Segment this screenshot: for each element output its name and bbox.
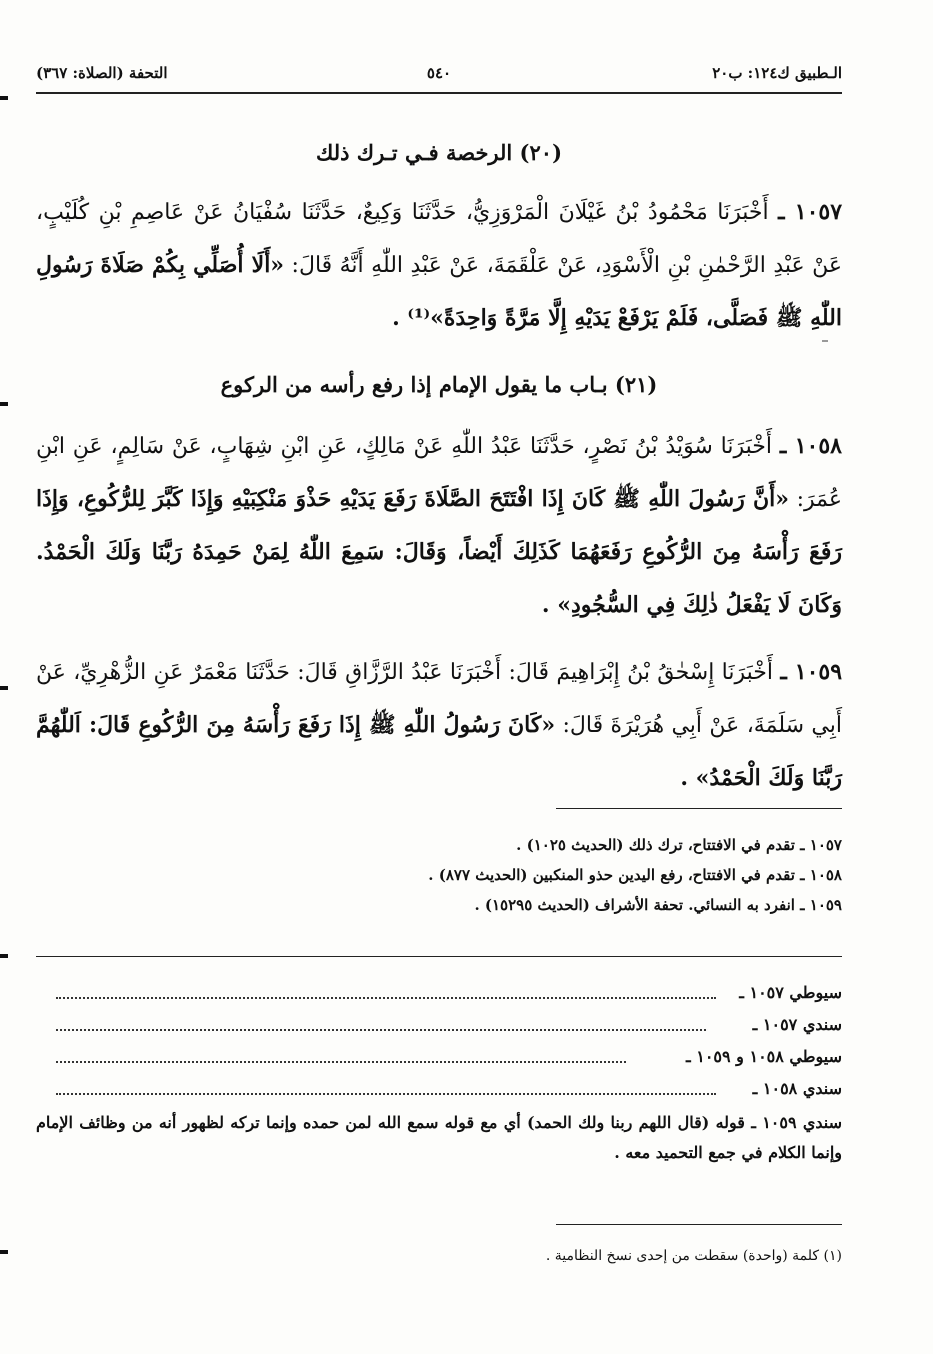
margin-mark xyxy=(0,1250,8,1254)
dot-leader xyxy=(56,1093,716,1095)
takhrij-note-1057: ١٠٥٧ ـ تقدم في الافتتاح، ترك ذلك (الحديث ١٠٢٥) . xyxy=(516,836,842,854)
header-tuhfa-ref: التحفة (الصلاة: ٣٦٧) xyxy=(36,64,168,82)
hadith-1057 xyxy=(36,186,842,345)
margin-mark xyxy=(0,954,8,958)
endnote-1: (١) كلمة (واحدة) سقطت من إحدى نسخ النظامية . xyxy=(545,1248,842,1264)
takhrij-divider xyxy=(556,808,842,809)
margin-mark xyxy=(0,402,8,406)
scan-speck xyxy=(822,340,828,342)
header-chapter-ref: الـطبيق ك١٢٤: ب٢٠ xyxy=(712,64,842,82)
hadith-isnad: أَخْبَرَنَا مَحْمُودُ بْنُ غَيْلَانَ الْمَرْوَزِيُّ، حَدَّثَنَا وَكِيعٌ، حَدَّثَنَا سُفْيَانُ عَنْ عَاصِمِ بْنِ كُلَيْبٍ، عَنْ عَبْدِ الرَّحْمٰنِ بْنِ الْأَسْوَدِ، عَنْ عَلْقَمَةَ، عَنْ عَبْدِ اللّٰهِ أَنَّهُ قَالَ: xyxy=(36,200,842,278)
shuruh-line xyxy=(36,1074,842,1104)
document-page xyxy=(36,58,842,1338)
section-heading-20: (٢٠) الرخصة فـي تـرك ذلك xyxy=(316,140,562,165)
hadith-matn: «أَلَا أُصَلِّي بِكُمْ صَلَاةَ رَسُولِ اللّٰهِ ﷺ فَصَلَّى، فَلَمْ يَرْفَعْ يَدَيْهِ إِلَّا مَرَّةً وَاحِدَةً»⁽¹⁾ . xyxy=(36,252,842,331)
shuruh-label: سيوطي ١٠٥٧ ـ xyxy=(735,983,842,1002)
takhrij-note-1058: ١٠٥٨ ـ تقدم في الافتتاح، رفع اليدين حذو المنكبين (الحديث ٨٧٧) . xyxy=(428,866,842,884)
hadith-1058 xyxy=(36,420,842,632)
sindi-comment-1059: سندي ١٠٥٩ ـ قوله (قال اللهم ربنا ولك الحمد) أي مع قوله سمع الله لمن حمده وإنما تركه لظهور أنه من وظائف الإمام وإنما الكلام في جمع التحميد معه . xyxy=(36,1113,842,1162)
endnote-divider xyxy=(556,1224,842,1225)
margin-mark xyxy=(0,96,8,100)
hadith-matn: «كَانَ رَسُولُ اللّٰهِ ﷺ إِذَا رَفَعَ رَأْسَهُ مِنَ الرُّكُوعِ قَالَ: اَللّٰهُمَّ رَبَّنَا وَلَكَ الْحَمْدُ» . xyxy=(36,712,842,791)
running-header xyxy=(36,58,842,94)
hadith-isnad: أَخْبَرَنَا سُوَيْدُ بْنُ نَصْرٍ، حَدَّثَنَا عَبْدُ اللّٰهِ عَنْ مَالِكٍ، عَنِ ابْنِ شِهَابٍ، عَنْ سَالِمٍ، عَنِ ابْنِ عُمَرَ: xyxy=(36,434,842,512)
hadith-number: ١٠٥٨ ـ xyxy=(779,433,842,459)
dot-leader xyxy=(56,1029,706,1031)
dot-leader xyxy=(56,1061,626,1063)
shuruh-line xyxy=(36,1042,842,1072)
dot-leader xyxy=(56,997,716,999)
takhrij-note-1059: ١٠٥٩ ـ انفرد به النسائي. تحفة الأشراف (الحديث ١٥٢٩٥) . xyxy=(474,896,842,914)
hadith-number: ١٠٥٧ ـ xyxy=(778,199,843,225)
hadith-1059 xyxy=(36,646,842,805)
margin-mark xyxy=(0,686,8,690)
shuruh-divider xyxy=(36,956,842,957)
shuruh-line xyxy=(36,978,842,1008)
shuruh-line xyxy=(36,1010,842,1040)
shuruh-label: سيوطي ١٠٥٨ و ١٠٥٩ ـ xyxy=(682,1047,842,1066)
hadith-number: ١٠٥٩ ـ xyxy=(780,659,843,685)
shuruh-label: سندي ١٠٥٨ ـ xyxy=(749,1079,842,1098)
shuruh-label: سندي ١٠٥٧ ـ xyxy=(749,1015,842,1034)
page-number: ٥٤٠ xyxy=(426,64,452,82)
hadith-matn: «أَنَّ رَسُولَ اللّٰهِ ﷺ كَانَ إِذَا افْتَتَحَ الصَّلَاةَ رَفَعَ يَدَيْهِ حَذْوَ مَنْكِبَيْهِ وَإِذَا كَبَّرَ لِلرُّكُوعِ، وَإِذَا رَفَعَ رَأْسَهُ مِنَ الرُّكُوعِ رَفَعَهُمَا كَذَلِكَ أَيْضاً، وَقَالَ: سَمِعَ اللّٰهُ لِمَنْ حَمِدَهُ رَبَّنَا وَلَكَ الْحَمْدُ. وَكَانَ لَا يَفْعَلُ ذٰلِكَ فِي السُّجُودِ» . xyxy=(36,486,842,618)
hadith-isnad: أَخْبَرَنَا إِسْحٰقُ بْنُ إِبْرَاهِيمَ قَالَ: أَخْبَرَنَا عَبْدُ الرَّزَّاقِ قَالَ: حَدَّثَنَا مَعْمَرٌ عَنِ الزُّهْرِيِّ، عَنْ أَبِي سَلَمَةَ، عَنْ أَبِي هُرَيْرَةَ قَالَ: xyxy=(36,660,843,738)
section-heading-21: (٢١) بـاب ما يقول الإمام إذا رفع رأسه من الركوع xyxy=(220,372,658,397)
